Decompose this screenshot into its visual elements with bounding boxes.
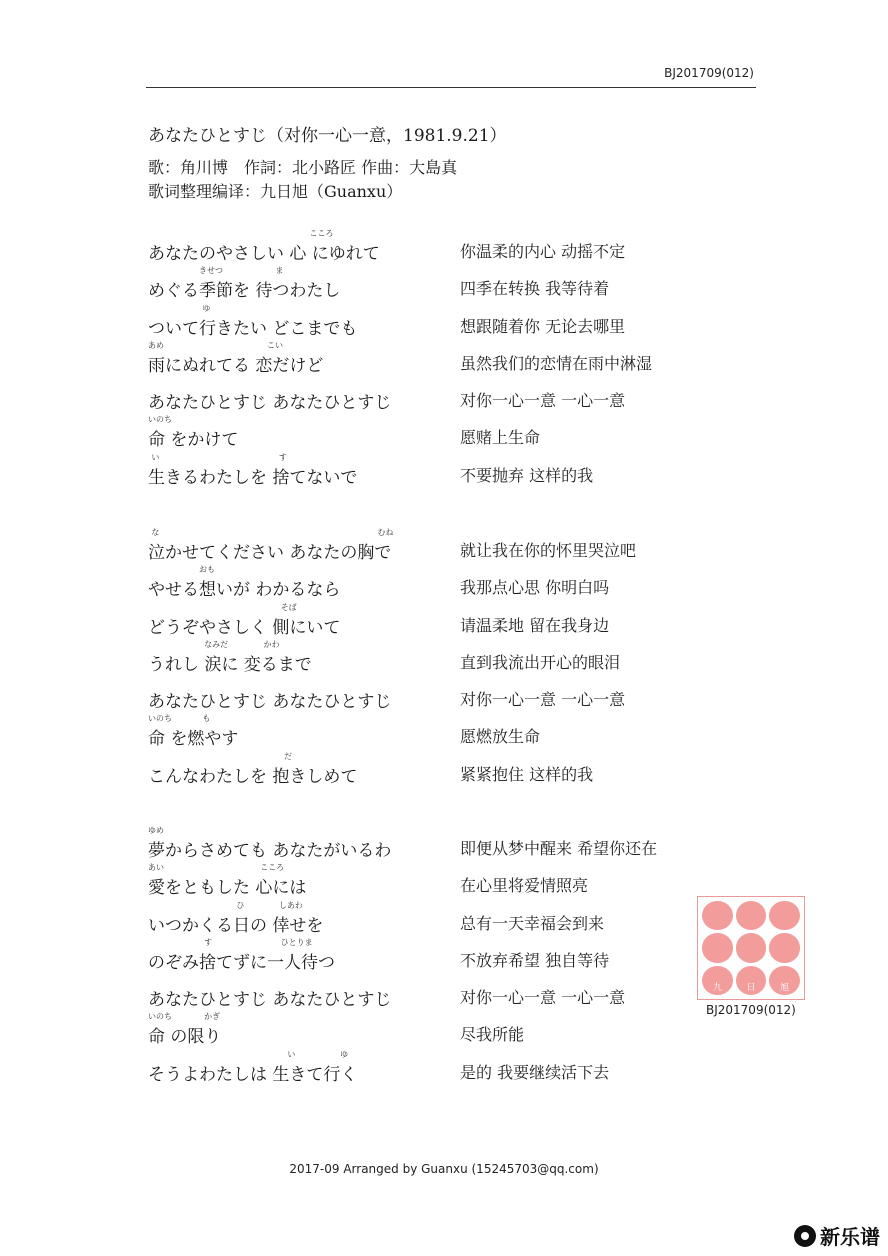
lyric-line xyxy=(148,939,748,976)
furigana: そば xyxy=(280,602,297,612)
lyric-line xyxy=(148,976,748,1013)
stamp-code: BJ201709(012) xyxy=(706,1003,796,1017)
furigana: きせつ xyxy=(199,266,223,276)
lyric-japanese-text: 命 を燃やす xyxy=(148,729,239,750)
furigana: いのち xyxy=(148,714,172,724)
furigana: かぎ xyxy=(204,1012,221,1022)
furigana: こころ xyxy=(309,229,334,238)
lyric-line xyxy=(148,267,748,304)
stamp-dot xyxy=(769,933,800,962)
lyric-chinese: 想跟随着你 无论去哪里 xyxy=(460,316,626,336)
lyric-chinese: 就让我在你的怀里哭泣吧 xyxy=(460,541,637,560)
lyric-line xyxy=(148,529,748,566)
stamp-dot xyxy=(736,933,767,962)
lyric-japanese-text: どうぞやさしく 側にいて xyxy=(148,617,341,638)
lyric-chinese: 对你一心一意 一心一意 xyxy=(460,690,626,710)
lyric-chinese: 对你一心一意 一心一意 xyxy=(460,391,626,411)
lyric-chinese: 虽然我们的恋情在雨中淋湿 xyxy=(460,353,653,373)
furigana: おも xyxy=(199,565,215,575)
furigana: いのち xyxy=(148,1012,172,1022)
lyric-japanese-text: めぐる季節を 待つわたし xyxy=(148,281,341,302)
lyric-chinese: 紧紧抱住 这样的我 xyxy=(460,764,594,784)
lyric-line xyxy=(148,305,748,342)
furigana: な xyxy=(151,528,160,537)
lyric-japanese-text: 命 をかけて xyxy=(148,430,239,451)
lyric-line xyxy=(148,566,748,603)
lyric-chinese: 愿赌上生命 xyxy=(460,428,541,448)
stamp-char: 九 xyxy=(712,983,722,993)
furigana: ゆ xyxy=(340,1049,349,1059)
vinyl-disc-icon xyxy=(794,1225,816,1247)
lyric-chinese: 是的 我要继续活下去 xyxy=(460,1062,610,1082)
furigana: い xyxy=(287,1049,296,1059)
lyric-japanese-text: のぞみ捨てずに一人待つ xyxy=(148,952,335,973)
lyric-japanese-text: あなたのやさしい 心 にゆれて xyxy=(148,244,380,264)
lyric-line xyxy=(148,641,748,678)
lyric-japanese-text: あなたひとすじ あなたひとすじ xyxy=(148,692,392,713)
furigana: ゆ xyxy=(202,303,211,313)
lyric-japanese-text: 泣かせてください あなたの胸で xyxy=(148,543,392,563)
lyric-chinese: 你温柔的内心 动摇不定 xyxy=(460,242,626,261)
lyric-line xyxy=(148,827,748,864)
stamp-char: 日 xyxy=(746,983,756,993)
lyric-chinese: 四季在转换 我等待着 xyxy=(460,279,610,299)
lyrics-stanza-1 xyxy=(148,230,748,491)
site-logo xyxy=(794,1221,880,1250)
lyric-chinese: 我那点心思 你明白吗 xyxy=(460,578,610,598)
lyric-line xyxy=(148,715,748,752)
stamp-dot xyxy=(702,901,733,930)
lyric-japanese-text: 生きるわたしを 捨てないで xyxy=(148,467,358,488)
credits-line-2: 歌词整理编译：九日旭（Guanxu） xyxy=(148,182,403,201)
lyric-line xyxy=(148,379,748,416)
lyric-japanese-text: やせる想いが わかるなら xyxy=(148,580,341,601)
lyric-line xyxy=(148,1051,748,1088)
lyric-chinese: 不要抛弃 这样的我 xyxy=(460,465,594,485)
furigana: かわ xyxy=(263,639,280,649)
lyric-line xyxy=(148,416,748,453)
furigana: いのち xyxy=(148,415,172,425)
lyric-japanese-text: こんなわたしを 抱きしめて xyxy=(148,766,358,787)
lyric-line xyxy=(148,230,748,267)
lyric-japanese-text: 愛をともした 心には xyxy=(148,878,307,899)
credits-line-1: 歌：角川博 作詞：北小路匠 作曲：大島真 xyxy=(148,158,458,177)
header-rule xyxy=(146,87,756,88)
stamp-dot xyxy=(736,901,767,930)
furigana: す xyxy=(278,452,287,462)
lyric-line xyxy=(148,454,748,491)
stamp-char: 旭 xyxy=(780,983,790,993)
logo-text: 新乐谱 xyxy=(820,1225,880,1249)
furigana: い xyxy=(151,452,160,462)
furigana: あい xyxy=(148,863,164,873)
seal-stamp xyxy=(697,896,805,1000)
stamp-dot xyxy=(736,966,767,995)
furigana: ひとりま xyxy=(280,937,313,947)
lyric-japanese-text: いつかくる日の 倖せを xyxy=(148,915,324,936)
stamp-dot xyxy=(769,966,800,995)
lyric-chinese: 在心里将爱情照亮 xyxy=(460,876,589,896)
furigana: す xyxy=(204,937,213,947)
lyric-chinese: 对你一心一意 一心一意 xyxy=(460,988,626,1008)
lyric-japanese-text: うれし 涙に 変るまで xyxy=(148,654,312,675)
lyric-line xyxy=(148,678,748,715)
lyric-chinese: 不放弃希望 独自等待 xyxy=(460,950,610,970)
lyrics-stanza-2 xyxy=(148,529,748,790)
furigana: なみだ xyxy=(204,639,229,649)
lyric-chinese: 尽我所能 xyxy=(460,1025,525,1045)
lyric-chinese: 直到我流出开心的眼泪 xyxy=(460,652,621,672)
stamp-dot xyxy=(702,933,733,962)
lyric-chinese: 请温柔地 留在我身边 xyxy=(460,615,610,635)
footer-credit: 2017-09 Arranged by Guanxu (15245703@qq.com) xyxy=(289,1162,599,1176)
lyric-japanese-text: あなたひとすじ あなたひとすじ xyxy=(148,393,392,414)
lyric-line xyxy=(148,342,748,379)
lyric-line xyxy=(148,902,748,939)
furigana: むね xyxy=(377,528,394,537)
lyric-japanese-text: 雨にぬれてる 恋だけど xyxy=(148,355,324,376)
stamp-dot xyxy=(769,901,800,930)
furigana: だ xyxy=(284,751,292,761)
furigana: も xyxy=(202,714,211,724)
lyric-chinese: 愿燃放生命 xyxy=(460,727,541,747)
lyric-japanese-text: 命 の限り xyxy=(148,1027,222,1048)
lyric-japanese-text: あなたひとすじ あなたひとすじ xyxy=(148,990,392,1011)
lyric-line xyxy=(148,604,748,641)
page-code-header: BJ201709(012) xyxy=(664,66,754,80)
lyric-japanese-text: そうよわたしは 生きて行く xyxy=(148,1064,358,1085)
furigana: こい xyxy=(267,340,283,350)
stamp-dot xyxy=(702,966,733,995)
lyric-line xyxy=(148,1013,748,1050)
lyrics-stanza-3 xyxy=(148,827,748,1088)
lyric-japanese-text: ついて行きたい どこまでも xyxy=(148,318,358,339)
lyric-japanese-text: 夢からさめても あなたがいるわ xyxy=(148,841,392,861)
furigana: こころ xyxy=(260,863,285,873)
lyric-chinese: 总有一天幸福会到来 xyxy=(460,913,605,933)
furigana: あめ xyxy=(148,340,164,350)
furigana: ゆめ xyxy=(148,826,164,835)
furigana: ま xyxy=(275,266,284,276)
lyric-chinese: 即便从梦中醒来 希望你还在 xyxy=(460,839,658,858)
song-title: あなたひとすじ（对你一心一意，1981.9.21） xyxy=(148,126,507,146)
lyric-line xyxy=(148,864,748,901)
furigana: しあわ xyxy=(278,900,303,910)
lyric-line xyxy=(148,753,748,790)
furigana: ひ xyxy=(236,900,245,910)
